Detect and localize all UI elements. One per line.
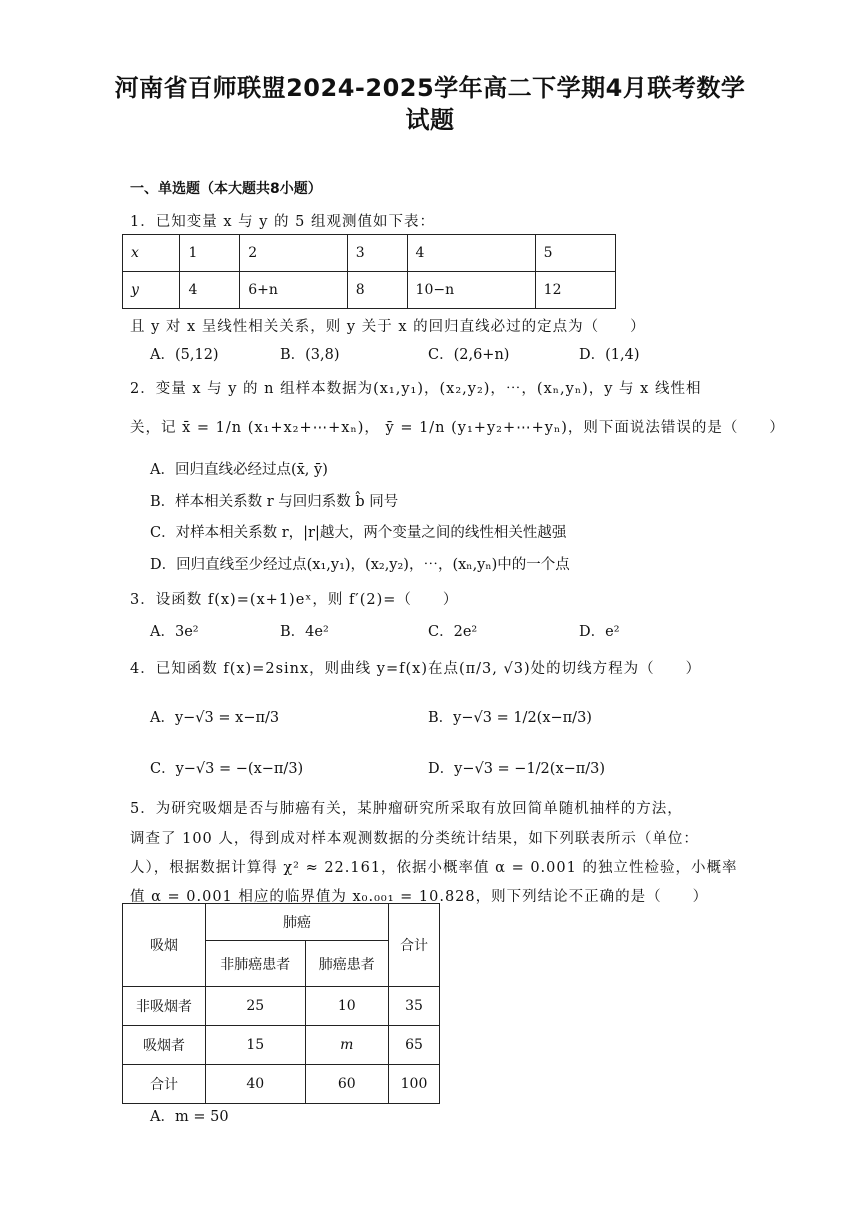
q3-option-c: C．2e²	[428, 624, 478, 640]
q4-option-d: D．y−√3 = −1/2(x−π/3)	[428, 761, 606, 777]
table-cell: 60	[305, 1065, 389, 1104]
title-line-1: 河南省百师联盟2024-2025学年高二下学期4月联考数学	[114, 74, 746, 102]
table-cell: 15	[206, 1026, 306, 1065]
q1-row-x	[123, 235, 616, 272]
table-cell: 5	[535, 235, 615, 272]
header-smoke: 吸烟	[123, 904, 206, 987]
table-cell: 4	[180, 272, 240, 309]
section-heading: 一、单选题（本大题共8小题）	[130, 181, 322, 197]
table-cell: 35	[389, 987, 440, 1026]
q1-option-c: C．(2,6+n)	[428, 347, 510, 363]
table-row	[123, 1026, 440, 1065]
header-cancer: 肺癌	[206, 904, 389, 941]
table-cell: 12	[535, 272, 615, 309]
table-cell: 非吸烟者	[123, 987, 206, 1026]
q4-option-c: C．y−√3 = −(x−π/3)	[150, 761, 304, 777]
q4-option-b: B．y−√3 = 1/2(x−π/3)	[428, 710, 592, 726]
q3-option-a: A．3e²	[150, 624, 199, 640]
q1-tail: 且 y 对 x 呈线性相关关系，则 y 关于 x 的回归直线必过的定点为（ ）	[130, 319, 646, 335]
q5-line-4: 值 α = 0.001 相应的临界值为 x₀.₀₀₁ = 10.828，则下列结论不正确的是（ ）	[130, 889, 709, 905]
header-total: 合计	[389, 904, 440, 987]
table-cell: 4	[407, 235, 535, 272]
q5-contingency-table	[122, 903, 440, 1104]
q3-option-b: B．4e²	[280, 624, 329, 640]
table-cell: y	[123, 272, 180, 309]
q5-option-a: A．m = 50	[150, 1109, 229, 1125]
q2-option-c: C．对样本相关系数 r，|r|越大，两个变量之间的线性相关性越强	[150, 525, 567, 541]
table-cell: 合计	[123, 1065, 206, 1104]
q1-table	[122, 234, 616, 309]
header-cancer-patient: 肺癌患者	[305, 941, 389, 987]
table-cell: 25	[206, 987, 306, 1026]
table-cell: 10	[305, 987, 389, 1026]
table-cell: 10−n	[407, 272, 535, 309]
q2-option-b: B．样本相关系数 r 与回归系数 b̂ 同号	[150, 494, 399, 510]
q4-option-a: A．y−√3 = x−π/3	[150, 710, 280, 726]
q1-option-a: A．(5,12)	[150, 347, 219, 363]
q1-stem: 1．已知变量 x 与 y 的 5 组观测值如下表：	[130, 214, 435, 230]
header-non-cancer: 非肺癌患者	[206, 941, 306, 987]
table-cell: 6+n	[240, 272, 348, 309]
table-cell: m	[305, 1026, 389, 1065]
table-cell: 65	[389, 1026, 440, 1065]
q1-option-d: D．(1,4)	[579, 347, 640, 363]
table-row	[123, 1065, 440, 1104]
q4-stem: 4．已知函数 f(x)=2sinx，则曲线 y=f(x)在点(π/3, √3)处的切线方程为（ ）	[130, 661, 702, 677]
table-cell: x	[123, 235, 180, 272]
q3-option-d: D．e²	[579, 624, 620, 640]
q2-option-a: A．回归直线必经过点(x̄, ȳ)	[150, 462, 328, 478]
q5-line-2: 调查了 100 人，得到成对样本观测数据的分类统计结果，如下列联表所示（单位：	[130, 831, 699, 847]
table-cell: 吸烟者	[123, 1026, 206, 1065]
table-cell: 1	[180, 235, 240, 272]
table-row	[123, 987, 440, 1026]
q5-line-3: 人），根据数据计算得 χ² ≈ 22.161，依据小概率值 α = 0.001 的独立性检验，小概率	[130, 860, 738, 876]
q2-stem-line-1: 2．变量 x 与 y 的 n 组样本数据为(x₁,y₁)，(x₂,y₂)，⋯，(xₙ,yₙ)，y 与 x 线性相	[130, 381, 702, 397]
table-cell: 40	[206, 1065, 306, 1104]
title-line-2: 试题	[405, 106, 455, 134]
q2-option-d: D．回归直线至少经过点(x₁,y₁)，(x₂,y₂)，⋯，(xₙ,yₙ)中的一个点	[150, 557, 570, 573]
page-title	[60, 72, 800, 136]
q1-option-b: B．(3,8)	[280, 347, 340, 363]
q5-line-1: 5．为研究吸烟是否与肺癌有关，某肿瘤研究所采取有放回简单随机抽样的方法，	[130, 801, 683, 817]
table-cell: 8	[347, 272, 407, 309]
table-cell: 100	[389, 1065, 440, 1104]
table-cell: 3	[347, 235, 407, 272]
table-cell: 2	[240, 235, 348, 272]
q2-stem-line-2: 关，记 x̄ = 1/n (x₁+x₂+⋯+xₙ)， ȳ = 1/n (y₁+y₂+⋯+yₙ)，则下面说法错误的是（ ）	[130, 420, 785, 436]
q3-stem: 3．设函数 f(x)=(x+1)eˣ，则 f′(2)=（ ）	[130, 592, 459, 608]
q1-row-y	[123, 272, 616, 309]
